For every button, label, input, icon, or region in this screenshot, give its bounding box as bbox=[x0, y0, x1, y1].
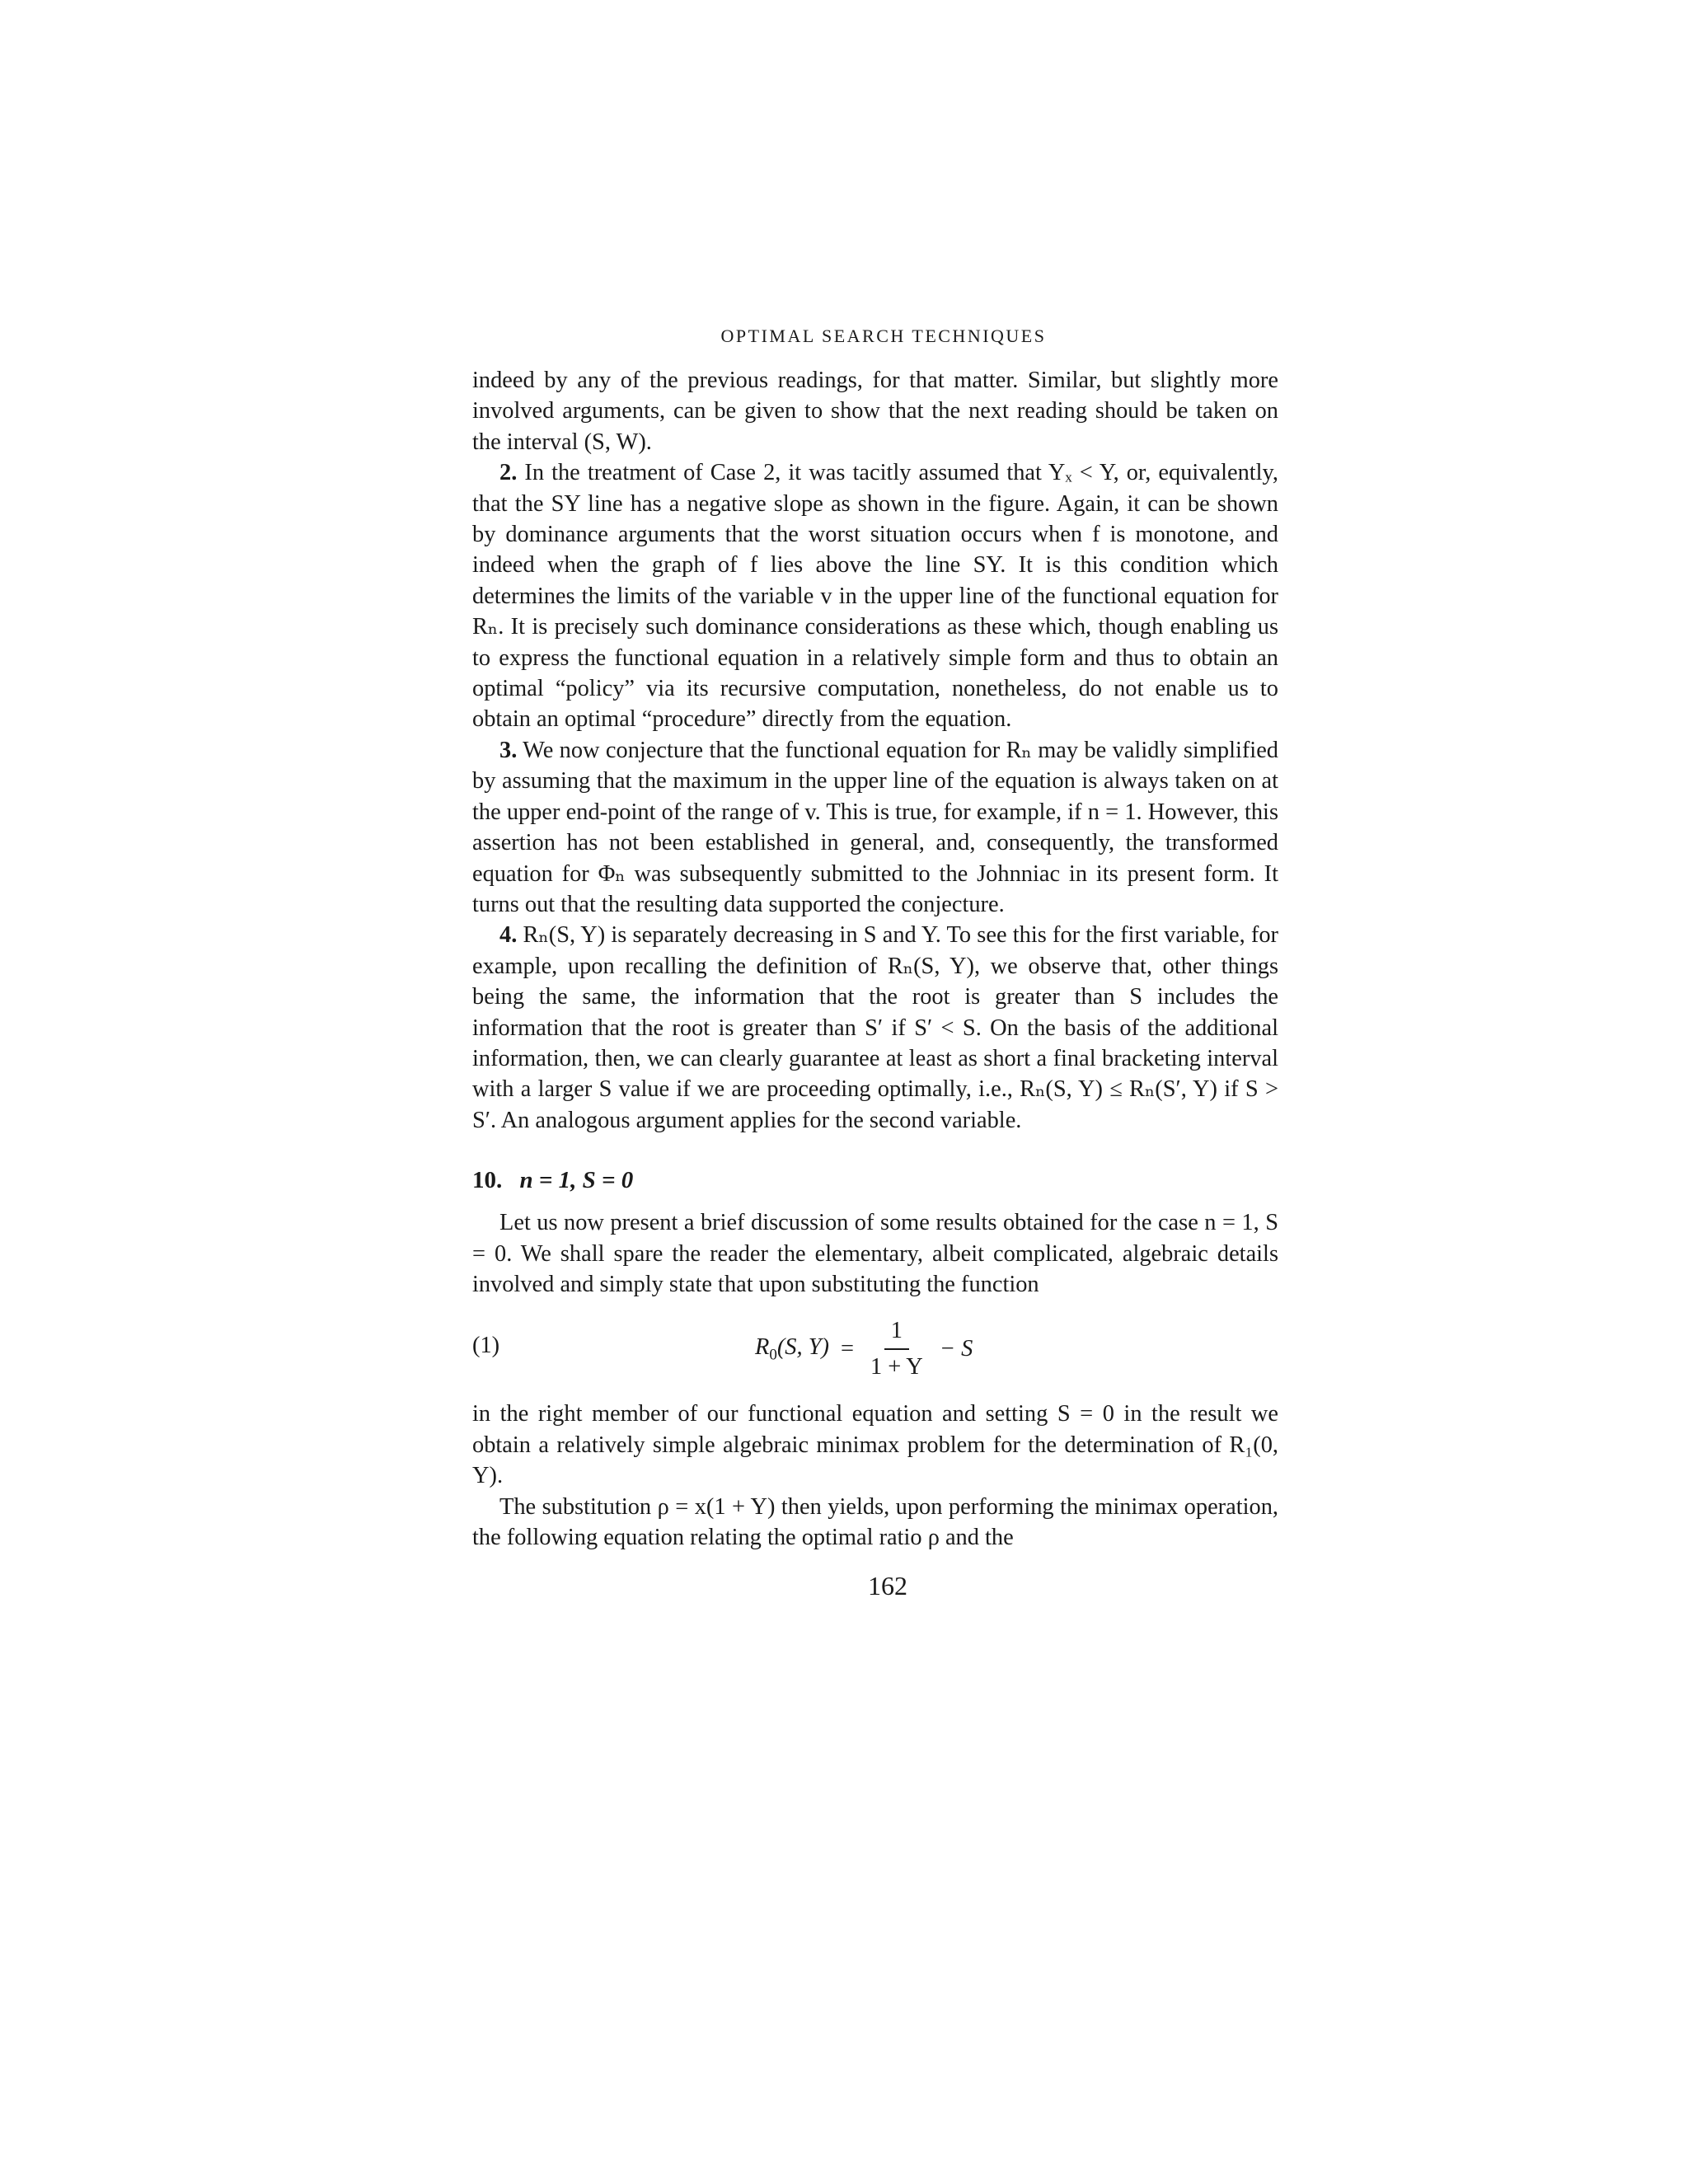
equation-equals: = bbox=[840, 1336, 854, 1362]
page-number: 162 bbox=[868, 1571, 907, 1601]
equation-lhs-subscript: 0 bbox=[769, 1346, 777, 1364]
paragraph-substitution bbox=[472, 1492, 1278, 1554]
fraction-numerator: 1 bbox=[884, 1315, 909, 1350]
paragraph-text: in the right member of our functional equation and setting S = 0 in the result we obtain a relatively simple algebraic minimax problem for the determination of R₁(0, Y). bbox=[472, 1401, 1278, 1489]
paragraph-section-intro bbox=[472, 1207, 1278, 1300]
equation-1 bbox=[472, 1310, 1278, 1389]
paragraph-remark-2 bbox=[472, 457, 1278, 735]
paragraph-remark-4 bbox=[472, 920, 1278, 1136]
equation-lhs bbox=[755, 1334, 829, 1365]
remark-number: 2. bbox=[499, 460, 518, 486]
equation-body bbox=[755, 1310, 973, 1389]
equation-fraction bbox=[864, 1315, 930, 1383]
paragraph-after-equation bbox=[472, 1399, 1278, 1491]
equation-label: (1) bbox=[472, 1333, 500, 1359]
equation-rest: − S bbox=[939, 1336, 973, 1362]
fraction-denominator: 1 + Y bbox=[870, 1354, 923, 1380]
paragraph-text: The substitution ρ = x(1 + Y) then yields, upon performing the minimax operation, the following equation relating the optimal ratio ρ and the bbox=[472, 1493, 1278, 1550]
paragraph-remark-3 bbox=[472, 735, 1278, 920]
paragraph-text: indeed by any of the previous readings, for that matter. Similar, but slightly more involved arguments, can be given to show that the next reading should be taken on the interval (S, W). bbox=[472, 368, 1278, 455]
paragraph-text: Rₙ(S, Y) is separately decreasing in S and Y. To see this for the first variable, for example, upon recalling the definition of Rₙ(S, Y), we observe that, other things being the same, the information that the root is greater than S includes the information that the root is greater than S′ if S′ < S. On the basis of the additional information, then, we can clearly guarantee at least as short a final bracketing interval with a larger S value if we are proceeding optimally, i.e., Rₙ(S, Y) ≤ Rₙ(S′, Y) if S > S′. An analogous argument applies for the second variable. bbox=[472, 922, 1278, 1133]
paragraph-text: In the treatment of Case 2, it was tacitly assumed that Yₓ < Y, or, equivalently, that the SY line has a negative slope as shown in the figure. Again, it can be shown by dominance arguments that the worst situation occurs when f is monotone, and indeed when the graph of f lies above the line SY. It is this condition which determines the limits of the variable v in the upper line of the functional equation for Rₙ. It is precisely such dominance considerations as these which, though enabling us to express the functional equation in a relatively simple form and thus to obtain an optimal “policy” via its recursive computation, nonetheless, do not enable us to obtain an optimal “procedure” directly from the equation. bbox=[472, 460, 1278, 733]
paragraph-text: We now conjecture that the functional equation for Rₙ may be validly simplified by assuming that the maximum in the upper line of the equation is always taken on at the upper end-point of the range of v. This is true, for example, if n = 1. However, this assertion has not been established in general, and, consequently, the transformed equation for Φₙ was subsequently submitted to the Johnniac in its present form. It turns out that the resulting data supported the conjecture. bbox=[472, 737, 1278, 917]
paragraph-continuation bbox=[472, 365, 1278, 457]
page-content bbox=[472, 326, 1278, 1601]
remark-number: 3. bbox=[499, 737, 518, 763]
equation-lhs-args: (S, Y) bbox=[776, 1334, 829, 1361]
paragraph-text: Let us now present a brief discussion of some results obtained for the case n = 1, S = 0. We shall spare the reader the elementary, albeit complicated, algebraic details involved and simply state that upon substituting the function bbox=[472, 1210, 1278, 1297]
section-number: 10. bbox=[472, 1167, 503, 1194]
running-head: OPTIMAL SEARCH TECHNIQUES bbox=[720, 326, 1047, 346]
section-heading bbox=[472, 1167, 1278, 1194]
section-title: n = 1, S = 0 bbox=[519, 1167, 634, 1194]
remark-number: 4. bbox=[499, 922, 518, 949]
equation-lhs-symbol: R bbox=[755, 1334, 770, 1361]
